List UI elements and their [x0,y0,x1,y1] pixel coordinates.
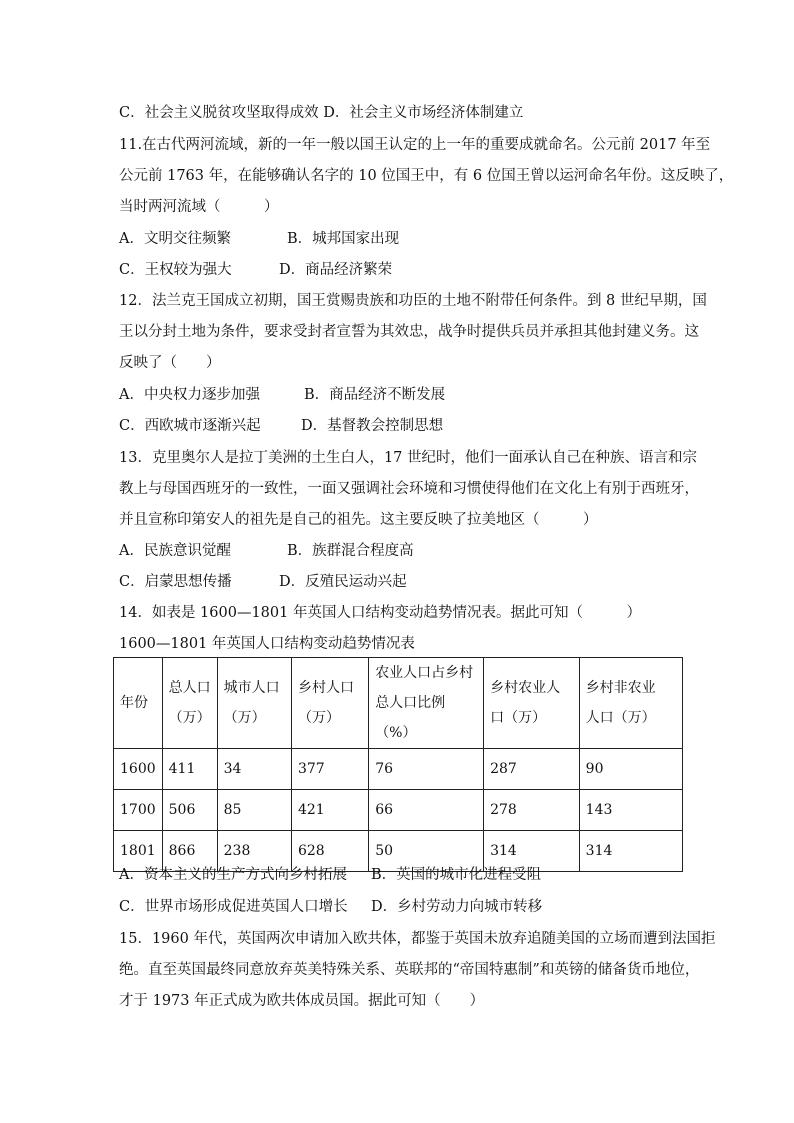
table-row [114,790,683,831]
q13-stem-line2: 教上与母国西班牙的一致性，一面又强调社会环境和习惯使得他们在文化上有别于西班牙， [119,481,699,497]
table-cell: 85 [217,790,291,831]
q14-stem-line1: 14．如表是 1600—1801 年英国人口结构变动趋势情况表。据此可知（ ） [119,605,641,621]
q13-stem-line1: 13．克里奥尔人是拉丁美洲的土生白人，17 世纪时，他们一面承认自己在种族、语言和宗 [119,450,698,466]
q10-options-cd: C．社会主义脱贫攻坚取得成效 D．社会主义市场经济体制建立 [119,105,524,121]
table-cell: 377 [291,749,368,790]
header-cell: 城市人口 （万） [217,658,291,749]
q12-stem-line3: 反映了（ ） [119,355,221,371]
table-cell: 1700 [114,790,163,831]
table-cell: 50 [369,831,484,872]
q13-stem-line3: 并且宣称印第安人的祖先是自己的祖先。这主要反映了拉美地区（ ） [119,512,598,528]
q12-option-c: C．西欧城市逐渐兴起 [119,418,261,434]
q13-option-a: A．民族意识觉醒 [119,543,231,559]
table-cell: 287 [484,749,580,790]
table-cell: 278 [484,790,580,831]
table-cell: 421 [291,790,368,831]
q14-option-c: C．世界市场形成促进英国人口增长 [119,899,348,915]
table-cell: 314 [484,831,580,872]
table-cell: 506 [162,790,217,831]
q11-option-b: B．城邦国家出现 [287,231,400,247]
q11-stem-line1: 11.在古代两河流域，新的一年一般以国王认定的上一年的重要成就命名。公元前 2017 年至 [119,137,711,153]
q15-stem-line3: 才于 1973 年正式成为欧共体成员国。据此可知（ ） [119,993,485,1009]
table-cell: 628 [291,831,368,872]
table-cell: 76 [369,749,484,790]
q12-stem-line1: 12．法兰克王国成立初期，国王赏赐贵族和功臣的土地不附带任何条件。到 8 世纪早期，国 [119,293,707,309]
table-cell: 314 [579,831,682,872]
q14-option-d: D．乡村劳动力向城市转移 [371,899,543,915]
q12-option-a: A．中央权力逐步加强 [119,387,260,403]
q14-table-title: 1600—1801 年英国人口结构变动趋势情况表 [119,636,415,652]
table-cell: 34 [217,749,291,790]
table-cell: 143 [579,790,682,831]
q13-option-b: B．族群混合程度高 [287,543,414,559]
table-cell: 411 [162,749,217,790]
table-cell: 90 [579,749,682,790]
header-cell: 年份 [114,658,163,749]
q12-option-b: B．商品经济不断发展 [304,387,446,403]
q11-stem-line2: 公元前 1763 年，在能够确认名字的 10 位国王中，有 6 位国王曾以运河命名年份。这反映了， [119,168,734,184]
q15-stem-line1: 15．1960 年代，英国两次申请加入欧共体，都鉴于英国未放弃追随美国的立场而遭到法国拒 [119,931,716,947]
table-cell: 66 [369,790,484,831]
table-header-row [114,658,683,749]
q12-option-d: D．基督教会控制思想 [301,418,444,434]
q15-stem-line2: 绝。直至英国最终同意放弃英美特殊关系、英联邦的“帝国特惠制”和英镑的储备货币地位， [119,962,700,978]
q14-option-b: B．英国的城市化进程受阻 [371,867,542,883]
table-cell: 866 [162,831,217,872]
q14-option-a: A．资本主义的生产方式向乡村拓展 [119,867,347,883]
table-row [114,749,683,790]
header-cell: 总人口 （万） [162,658,217,749]
header-cell: 乡村非农业 人口（万） [579,658,682,749]
population-table [113,657,683,872]
table-cell: 1600 [114,749,163,790]
q12-stem-line2: 王以分封土地为条件，要求受封者宣誓为其效忠，战争时提供兵员并承担其他封建义务。这 [119,324,699,340]
header-cell: 乡村人口 （万） [291,658,368,749]
q11-stem-line3: 当时两河流域（ ） [119,199,279,215]
q13-option-c: C．启蒙思想传播 [119,574,232,590]
q11-option-a: A．文明交往频繁 [119,231,231,247]
q13-option-d: D．反殖民运动兴起 [279,574,407,590]
header-cell: 农业人口占乡村 总人口比例（%） [369,658,484,749]
header-cell: 乡村农业人 口（万） [484,658,580,749]
q11-option-c: C．王权较为强大 [119,262,232,278]
table-cell: 238 [217,831,291,872]
table-cell: 1801 [114,831,163,872]
q11-option-d: D．商品经济繁荣 [279,262,393,278]
